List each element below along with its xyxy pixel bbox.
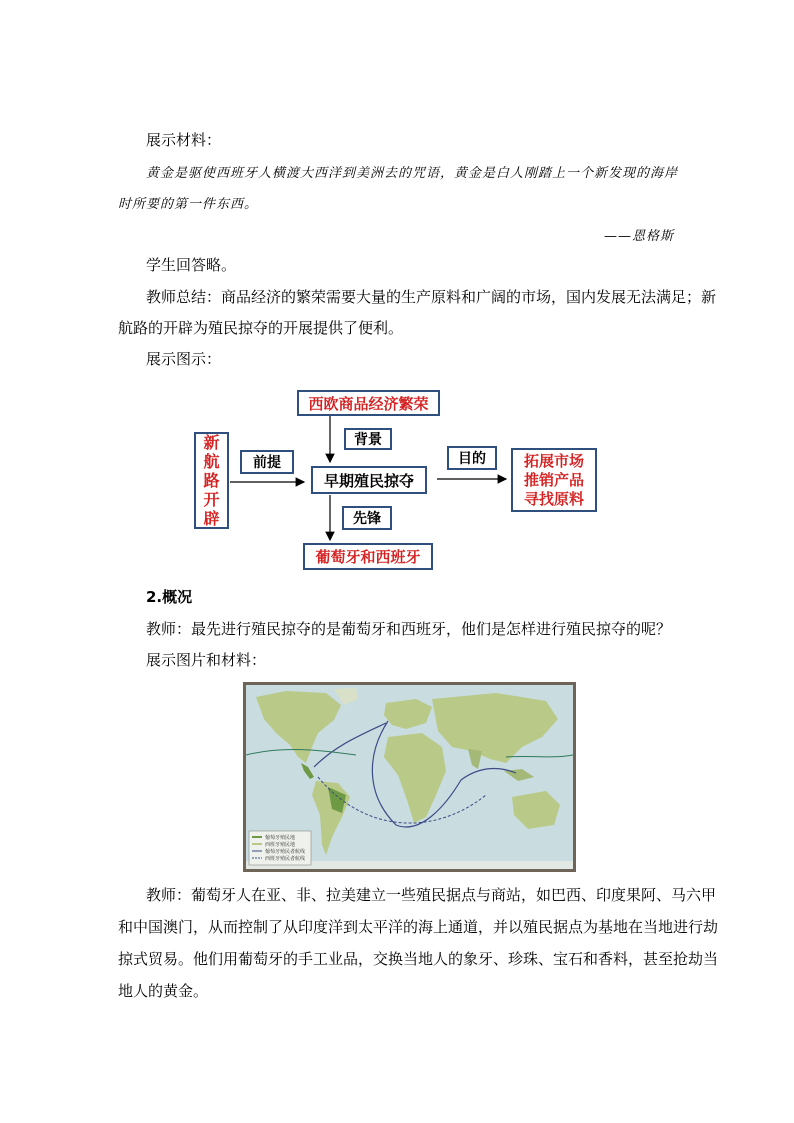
left-box [194, 432, 229, 529]
student-answer: 学生回答略。 [146, 256, 237, 274]
right-box-line: 推销产品 [523, 470, 584, 489]
legend-item: 西班牙殖民地 [265, 842, 296, 848]
legend-item: 西班牙殖民者航线 [265, 856, 306, 862]
left-box-char: 开 [203, 490, 220, 509]
bottom-box: 葡萄牙和西班牙 [303, 543, 433, 570]
teacher-para-line-4: 地人的黄金。 [118, 982, 209, 1000]
purpose-label: 目的 [447, 446, 497, 470]
teacher-para-line-2: 和中国澳门，从而控制了从印度洋到太平洋的海上通道，并以殖民据点为基地在当地进行劫 [118, 918, 719, 936]
teacher-para-line-3: 掠式贸易。他们用葡萄牙的手工业品，交换当地人的象牙、珍珠、宝石和香料，甚至抢劫当 [118, 950, 719, 968]
pioneer-label: 先锋 [342, 506, 392, 530]
teacher-summary-line-1: 教师总结：商品经济的繁荣需要大量的生产原料和广阔的市场，国内发展无法满足；新 [146, 288, 717, 306]
left-box-char: 航 [203, 452, 220, 471]
premise-label: 前提 [240, 450, 294, 474]
quote-line-1: 黄金是驱使西班牙人横渡大西洋到美洲去的咒语，黄金是白人刚踏上一个新发现的海岸 [146, 166, 679, 181]
left-box-char: 新 [203, 433, 220, 452]
teacher-question: 教师：最先进行殖民掠夺的是葡萄牙和西班牙，他们是怎样进行殖民掠夺的呢？ [146, 620, 672, 638]
legend-item: 葡萄牙殖民地 [265, 835, 296, 841]
teacher-para-line-1: 教师：葡萄牙人在亚、非、拉美建立一些殖民据点与商站，如巴西、印度果阿、马六甲 [146, 886, 717, 904]
teacher-summary-line-2: 航路的开辟为殖民掠夺的开展提供了便利。 [118, 319, 404, 337]
world-map-drawing [246, 685, 573, 869]
left-box-char: 路 [203, 471, 220, 490]
section-heading: 2.概况 [146, 588, 193, 606]
quote-line-2: 时所要的第一件东西。 [118, 197, 259, 212]
center-box: 早期殖民掠夺 [311, 466, 427, 494]
show-diagram-label: 展示图示： [146, 350, 222, 368]
background-label: 背景 [344, 428, 392, 450]
show-material-label: 展示材料： [146, 131, 222, 149]
show-pictures-label: 展示图片和材料： [146, 651, 267, 669]
quote-author: ——恩格斯 [604, 229, 675, 244]
right-box-line: 寻找原料 [523, 489, 584, 508]
colonial-routes-map [243, 682, 576, 872]
legend-item: 葡萄牙殖民者航线 [265, 849, 306, 855]
top-box: 西欧商品经济繁荣 [297, 390, 440, 416]
left-box-char: 辟 [203, 509, 220, 528]
right-box-line: 拓展市场 [523, 451, 584, 470]
right-box [511, 448, 597, 512]
